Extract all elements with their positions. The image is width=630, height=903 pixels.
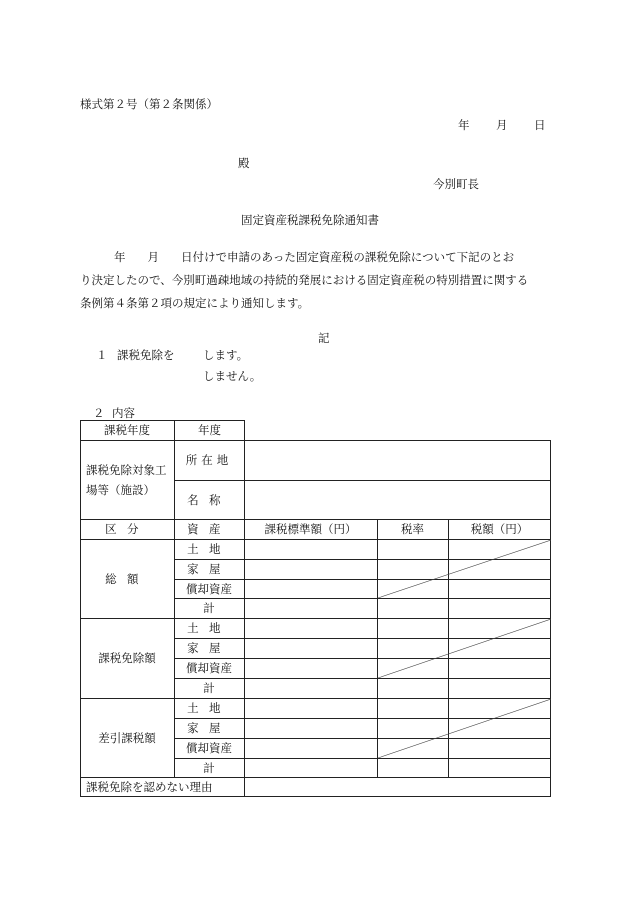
body-line-1-text: 日付けで申請のあった固定資産税の課税免除について下記のとお bbox=[181, 250, 515, 264]
header-base-amount: 課税標準額（円） bbox=[264, 522, 357, 536]
item2-number: ２ bbox=[93, 406, 105, 420]
asset-row-subtotal: 計 bbox=[203, 601, 215, 615]
asset-row-subtotal: 計 bbox=[203, 681, 215, 695]
date-year-label: 年 bbox=[458, 118, 470, 132]
asset-row-house: 家屋 bbox=[187, 562, 231, 576]
header-category: 区分 bbox=[105, 522, 149, 536]
body-year-label: 年 bbox=[114, 250, 126, 264]
target-facility-label: 課税免除対象工場等（施設） bbox=[86, 462, 167, 497]
header-tax-amount: 税額（円） bbox=[470, 522, 529, 536]
asset-row-land: 土地 bbox=[187, 621, 231, 635]
rejection-reason-field bbox=[245, 778, 550, 796]
location-value-field bbox=[245, 441, 550, 480]
addressee-suffix: 殿 bbox=[238, 156, 250, 170]
asset-row-land: 土地 bbox=[187, 701, 231, 715]
body-month-label: 月 bbox=[147, 250, 159, 264]
name-value-field bbox=[245, 481, 550, 519]
location-label: 所在地 bbox=[185, 453, 233, 467]
date-day-label: 日 bbox=[534, 118, 546, 132]
header-asset: 資産 bbox=[187, 522, 231, 536]
tax-exemption-table bbox=[80, 420, 551, 797]
rejection-reason-label: 課税免除を認めない理由 bbox=[86, 780, 213, 794]
item1-option-no: しません。 bbox=[203, 369, 262, 383]
asset-row-house: 家屋 bbox=[187, 721, 231, 735]
body-line-1 bbox=[80, 246, 550, 269]
group-label-net-taxable: 差引課税額 bbox=[98, 730, 156, 745]
asset-row-subtotal: 計 bbox=[203, 760, 215, 775]
ki-heading: 記 bbox=[318, 331, 330, 345]
asset-row-land: 土地 bbox=[187, 542, 231, 556]
group-label-exemption: 課税免除額 bbox=[98, 651, 156, 665]
tax-year-label: 課税年度 bbox=[104, 423, 150, 437]
body-line-2: り決定したので、今別町過疎地域の持続的発展における固定資産税の特別措置に関する bbox=[80, 273, 529, 287]
date-month-label: 月 bbox=[496, 118, 508, 132]
item1-number: １ bbox=[96, 348, 108, 362]
item1-label: 課税免除を bbox=[117, 348, 175, 362]
group-label-total: 総額 bbox=[105, 571, 149, 586]
asset-row-house: 家屋 bbox=[187, 641, 231, 655]
form-number: 様式第２号（第２条関係） bbox=[80, 97, 218, 111]
body-paragraph bbox=[80, 246, 550, 315]
tax-year-value: 年度 bbox=[198, 423, 221, 437]
item1-option-yes: します。 bbox=[203, 348, 249, 362]
asset-row-depreciable: 償却資産 bbox=[186, 741, 232, 755]
asset-row-depreciable: 償却資産 bbox=[186, 581, 232, 596]
document-title: 固定資産税課税免除通知書 bbox=[241, 213, 379, 227]
asset-row-depreciable: 償却資産 bbox=[186, 661, 232, 675]
body-line-3: 条例第４条第２項の規定により通知します。 bbox=[80, 296, 310, 310]
name-label: 名称 bbox=[187, 492, 231, 507]
item2-label: 内容 bbox=[112, 406, 135, 420]
header-rate: 税率 bbox=[401, 522, 424, 536]
sender-name: 今別町長 bbox=[433, 177, 479, 191]
